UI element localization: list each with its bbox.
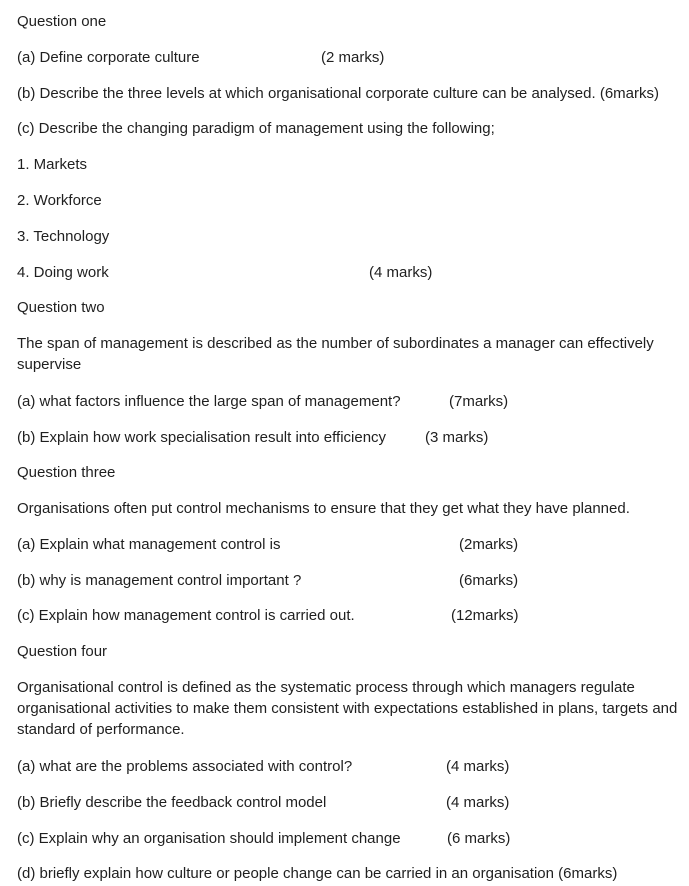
question-four-heading: Question four (17, 643, 108, 660)
question-one-heading: Question one (17, 13, 107, 30)
q3-part-a: (a) Explain what management control is (17, 536, 281, 553)
q4-part-a-marks: (4 marks) (446, 758, 510, 775)
q4-part-b: (b) Briefly describe the feedback control model (17, 794, 327, 811)
q4-intro: Organisational control is defined as the systematic process through which managers regulate organisational activities to make them consistent with expectations established in plans, targets and standard of performance. (17, 679, 678, 738)
question-two-heading: Question two (17, 299, 105, 316)
q1-part-a-marks: (2 marks) (321, 49, 385, 66)
q2-part-a-marks: (7marks) (449, 393, 509, 410)
q3-part-c-marks: (12marks) (451, 607, 519, 624)
q4-part-a: (a) what are the problems associated with control? (17, 758, 353, 775)
q3-part-c: (c) Explain how management control is carried out. (17, 607, 355, 624)
q1-part-c: (c) Describe the changing paradigm of management using the following; (17, 120, 495, 137)
q3-part-b: (b) why is management control important ? (17, 572, 302, 589)
q4-part-c: (c) Explain why an organisation should implement change (17, 830, 401, 847)
q4-part-c-marks: (6 marks) (447, 830, 511, 847)
q1-part-a: (a) Define corporate culture (17, 49, 200, 66)
q1-item-markets: 1. Markets (17, 156, 88, 173)
q1-part-b: (b) Describe the three levels at which organisational corporate culture can be analysed. (6marks) (17, 85, 659, 102)
q2-part-b: (b) Explain how work specialisation result into efficiency (17, 429, 387, 446)
q3-part-a-marks: (2marks) (459, 536, 519, 553)
q1-items-marks: (4 marks) (369, 264, 433, 281)
question-three-heading: Question three (17, 464, 116, 481)
q4-part-d: (d) briefly explain how culture or people change can be carried in an organisation (6marks) (17, 865, 618, 882)
q2-part-b-marks: (3 marks) (425, 429, 489, 446)
q2-part-a: (a) what factors influence the large span of management? (17, 393, 401, 410)
q1-item-technology: 3. Technology (17, 228, 110, 245)
q3-intro: Organisations often put control mechanisms to ensure that they get what they have planned. (17, 500, 630, 517)
q4-part-b-marks: (4 marks) (446, 794, 510, 811)
q1-item-workforce: 2. Workforce (17, 192, 102, 209)
q1-item-doing-work: 4. Doing work (17, 264, 109, 281)
q3-part-b-marks: (6marks) (459, 572, 519, 589)
q2-intro: The span of management is described as the number of subordinates a manager can effectively supervise (17, 335, 654, 373)
